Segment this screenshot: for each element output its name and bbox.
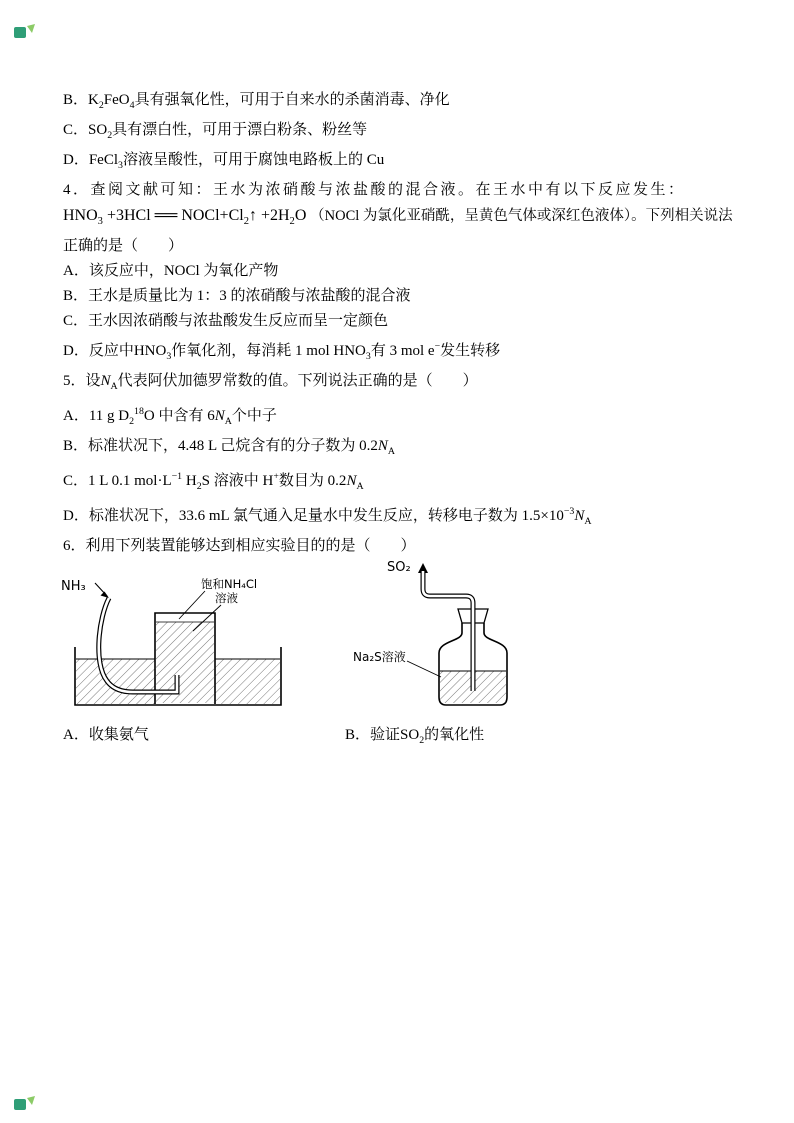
q4-option-a: A．该反应中，NOCl 为氧化产物	[63, 263, 279, 280]
q5-stem: 5．设$N_A$代表阿伏加德罗常数的值。下列说法正确的是（ ）	[63, 373, 478, 393]
nh3-gas-label: NH₃	[61, 579, 86, 595]
q6-stem: 6．利用下列装置能够达到相应实验目的的是（ ）	[63, 538, 416, 555]
page-content	[63, 88, 749, 753]
na2s-solution-label: Na₂S溶液	[353, 650, 406, 665]
gas-washing-bottle-apparatus	[351, 559, 546, 711]
q6-answer-a: A．收集氨气	[63, 727, 149, 744]
so2-gas-label: SO₂	[387, 560, 411, 576]
q6-apparatus-figures	[63, 559, 749, 711]
watermark-leaf	[27, 24, 35, 33]
q5-option-d: D．标准状况下，33.6 mL 氯气通入足量水中发生反应，转移电子数为 $1.5\times 10^{-3}N_A$	[63, 506, 592, 528]
watermark-logo-icon	[14, 24, 36, 40]
q5-option-c: C．1 L 0.1 $mol\cdot L^{-1}$ $H_2S$ 溶液中 H+数目为 $0.2N_A$	[63, 471, 364, 493]
q6-answer-row	[63, 723, 749, 753]
solution-label: 溶液	[215, 591, 238, 606]
q6-answer-b: B．验证$SO_2$的氧化性	[345, 727, 485, 747]
q4-option-d: D．反应中$HNO_3$作氧化剂，每消耗 1 mol $HNO_3$有 3 mol e−发生转移	[63, 341, 501, 363]
q4-equation-line	[63, 203, 749, 234]
q4-option-c: C．王水因浓硝酸与浓盐酸发生反应而呈一定颜色	[63, 313, 389, 330]
option-row-b: B．$K_2FeO_4$具有强氧化性，可用于自来水的杀菌消毒、净化	[63, 92, 450, 111]
watermark-leaf	[27, 1096, 35, 1105]
watermark-shape	[14, 1099, 26, 1110]
q4-stem: 4．查阅文献可知：王水为浓硝酸与浓盐酸的混合液。在王水中有以下反应发生：	[63, 182, 686, 198]
label-leader-line	[407, 661, 441, 677]
q4-stem-continued: 正确的是（ ）	[63, 238, 184, 255]
ammonia-collection-apparatus	[53, 575, 305, 711]
watermark-shape	[14, 27, 26, 38]
q4-equation-note: （NOCl 为氯化亚硝酰，呈黄色气体或深红色液体）。下列相关说法	[310, 208, 733, 224]
q4-chemical-equation: $HNO_3 +3HCl$ ══ $NOCl+Cl_2↑ +2H_2O$	[63, 207, 307, 228]
option-row-d: D．FeCl$_3$溶液呈酸性，可用于腐蚀电路板上的 Cu	[63, 152, 385, 171]
q5-option-b: B．标准状况下，4.48 L 己烷含有的分子数为 $0.2N_A$	[63, 438, 396, 458]
watermark-logo-icon-bottom	[14, 1096, 36, 1112]
saturated-nh4cl-label: 饱和NH₄Cl	[201, 577, 258, 592]
q4-option-b: B．王水是质量比为 1：3 的浓硝酸与浓盐酸的混合液	[63, 288, 411, 305]
gas-flow-arrowhead	[101, 592, 110, 599]
option-row-c: C．$SO_2$具有漂白性，可用于漂白粉条、粉丝等	[63, 122, 368, 141]
q5-option-a: A．11 g $D_2^{18}O$ 中含有 $6N_A$个中子	[63, 406, 277, 428]
